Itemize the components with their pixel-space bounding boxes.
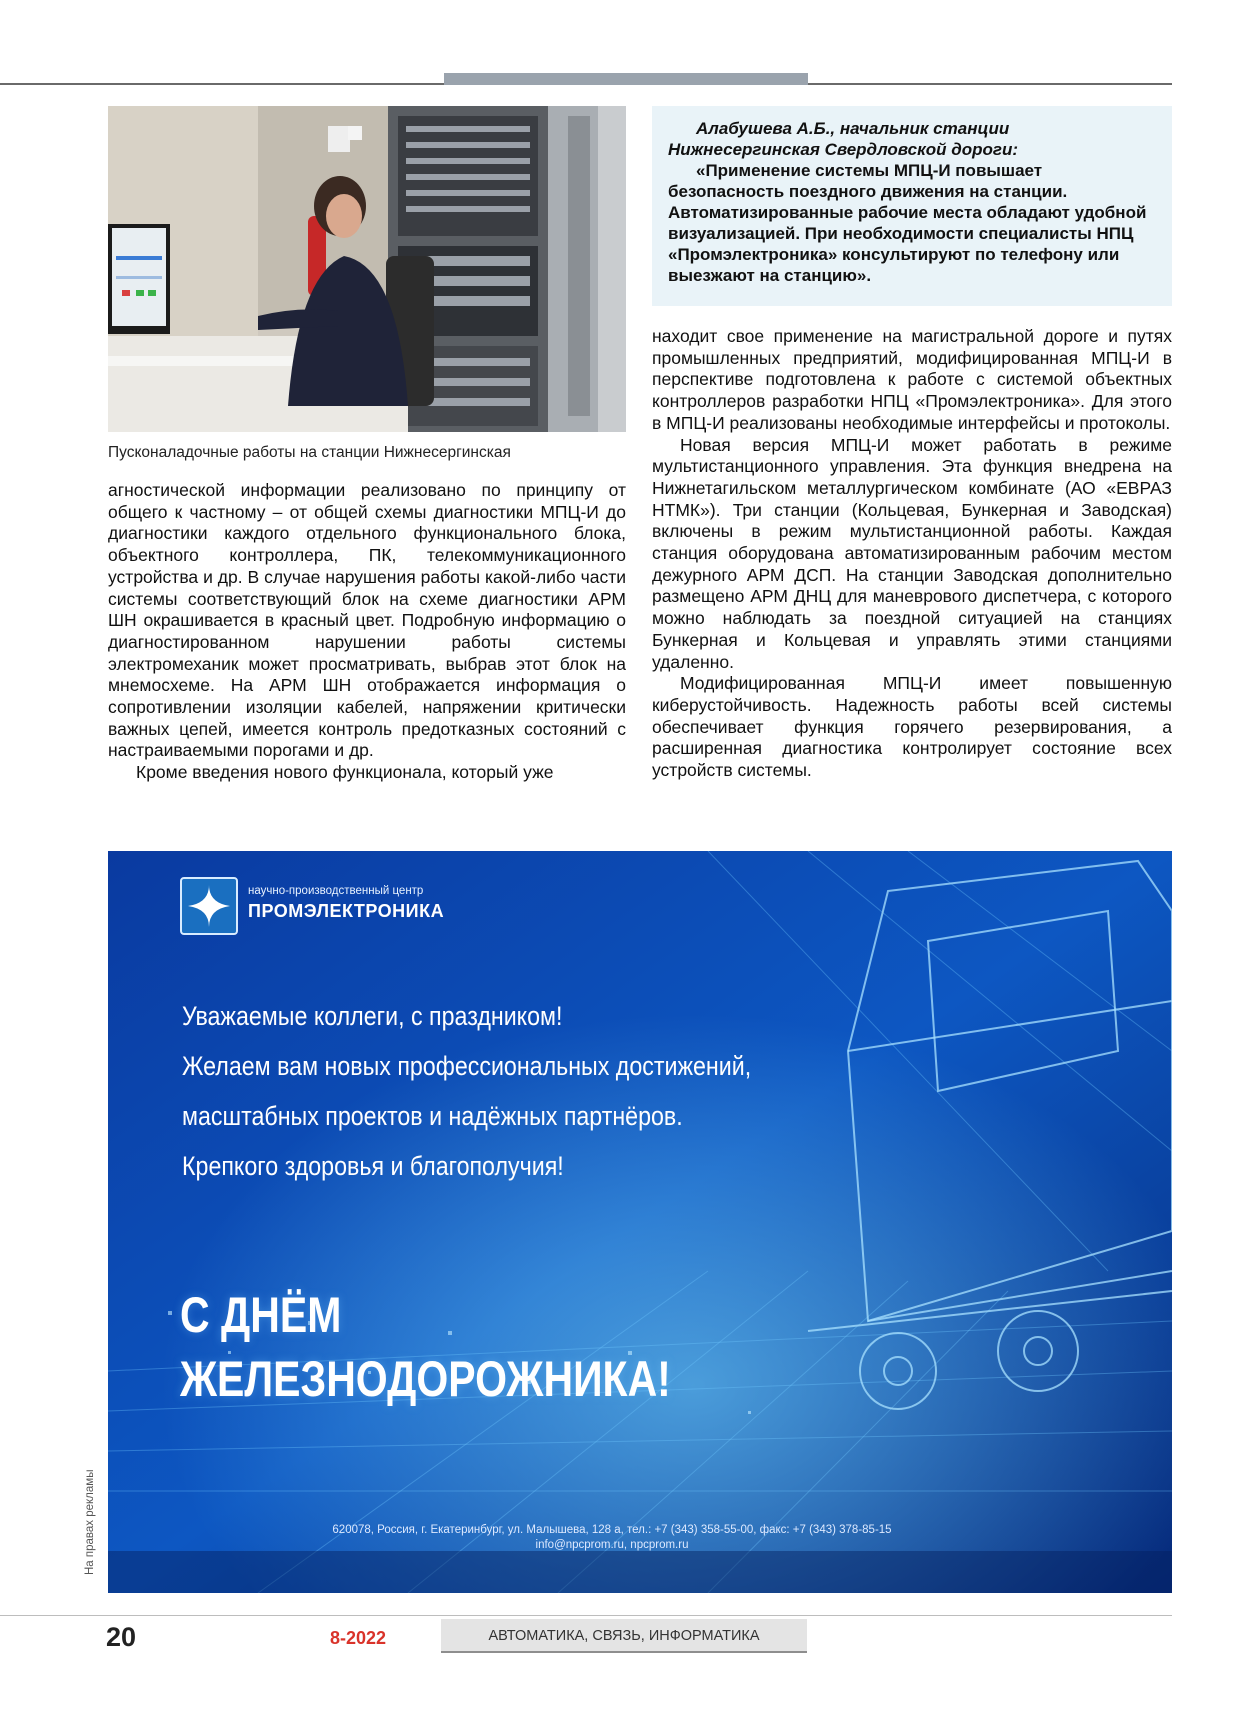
issue-number: 8-2022 (330, 1628, 387, 1648)
ad-background-illustration (108, 851, 1172, 1593)
footer-rule (0, 1615, 1172, 1616)
article-paragraph: Кроме введения нового функционала, который уже (136, 762, 554, 783)
header-accent-bar (444, 73, 808, 85)
headline-line: ЖЕЛЕЗНОДОРОЖНИКА! (180, 1351, 671, 1407)
article-right-column (652, 326, 1172, 782)
logo-subtitle: научно-производственный центр (248, 885, 424, 897)
page-number: 20 (106, 1622, 137, 1652)
logo-mark-icon (182, 879, 236, 933)
greeting-line: Крепкого здоровья и благополучия! (182, 1151, 564, 1181)
article-paragraph: Новая версия МПЦ-И может работать в режиме мультистанционного управления. Эта функция внедрена на Нижнетагильском металлургическом комбинате (АО «ЕВРАЗ НТМК»). Три станции (Кольцевая, Бункерная и Заводская) включены в режим мультистанционной работы. Каждая станция оборудована автоматизированным рабочим местом дежурного АРМ ДСП. На станции Заводская дополнительно размещено АРМ ДНЦ для маневрового диспетчера, с которого можно наблюдать за поездной ситуацией на станциях Бункерная и Кольцевая и управлять этими станциями удаленно. (652, 434, 1172, 672)
greeting-text (182, 991, 956, 1191)
journal-title: АВТОМАТИКА, СВЯЗЬ, ИНФОРМАТИКА (441, 1619, 807, 1653)
advertisement (108, 851, 1172, 1593)
station-photo-illustration (108, 106, 626, 432)
greeting-line: масштабных проектов и надёжных партнёров. (182, 1101, 683, 1131)
station-photo (108, 106, 626, 432)
greeting-line: Уважаемые коллеги, с праздником! (182, 1001, 563, 1031)
quote-text: «Применение системы МПЦ-И повышает безопасность поездного движения на станции. Автоматизированные рабочие места обладают удобной визуализацией. При необходимости специалисты НПЦ «Промэлектроника» консультируют по телефону или выезжают на станцию». (668, 161, 1147, 285)
ad-address: 620078, Россия, г. Екатеринбург, ул. Малышева, 128 а, тел.: +7 (343) 358-55-00, факс: +7 (343) 378-85-15 (332, 1524, 892, 1536)
article-paragraph: находит свое применение на магистральной дороге и путях промышленных предприятий, модифицированная МПЦ-И в перспективе подготовлена к работе с системой объектных контроллеров разработки НПЦ «Промэлектроника». Для этого в МПЦ-И реализованы необходимые интерфейсы и протоколы. (652, 326, 1172, 433)
article-paragraph: агностической информации реализовано по принципу от общего к частному – от общей схемы диагностики МПЦ-И до диагностики каждого отдельного функционального блока, объектного контроллера, ПК, телекоммуникационного устройства и др. В случае нарушения работы какой-либо части системы соответствующий блок на схеме диагностики АРМ ШН окрашивается в красный цвет. Подробную информацию о диагностированном нарушении работы системы электромеханик может просматривать, выбрав этот блок на мнемосхеме. На АРМ ШН отображается информация о сопротивлении изоляции кабелей, напряжении критически важных цепей, имеется контроль предотказных состояний с настраиваемыми порогами и др. (108, 480, 626, 761)
ad-web: info@npcprom.ru, npcprom.ru (535, 1539, 689, 1551)
advertisement-label: На правах рекламы (84, 1469, 96, 1575)
logo-name: ПРОМЭЛЕКТРОНИКА (248, 901, 445, 921)
quote-box (652, 106, 1172, 306)
ad-headline (180, 1283, 671, 1411)
ad-contacts (312, 1523, 912, 1553)
headline-line: С ДНЁМ (180, 1287, 342, 1343)
greeting-line: Желаем вам новых профессиональных достижений, (182, 1051, 752, 1081)
company-logo-icon (180, 877, 238, 935)
article-left-column (108, 480, 626, 784)
quote-author: Алабушева А.Б., начальник станции Нижнесергинская Свердловской дороги: (668, 119, 1018, 159)
article-paragraph: Модифицированная МПЦ-И имеет повышенную киберустойчивость. Надежность работы всей системы обеспечивает функция горячего резервирования, а расширенная диагностика контролирует состояние всех устройств системы. (652, 673, 1172, 781)
photo-caption: Пусконаладочные работы на станции Нижнесергинская (108, 444, 511, 461)
